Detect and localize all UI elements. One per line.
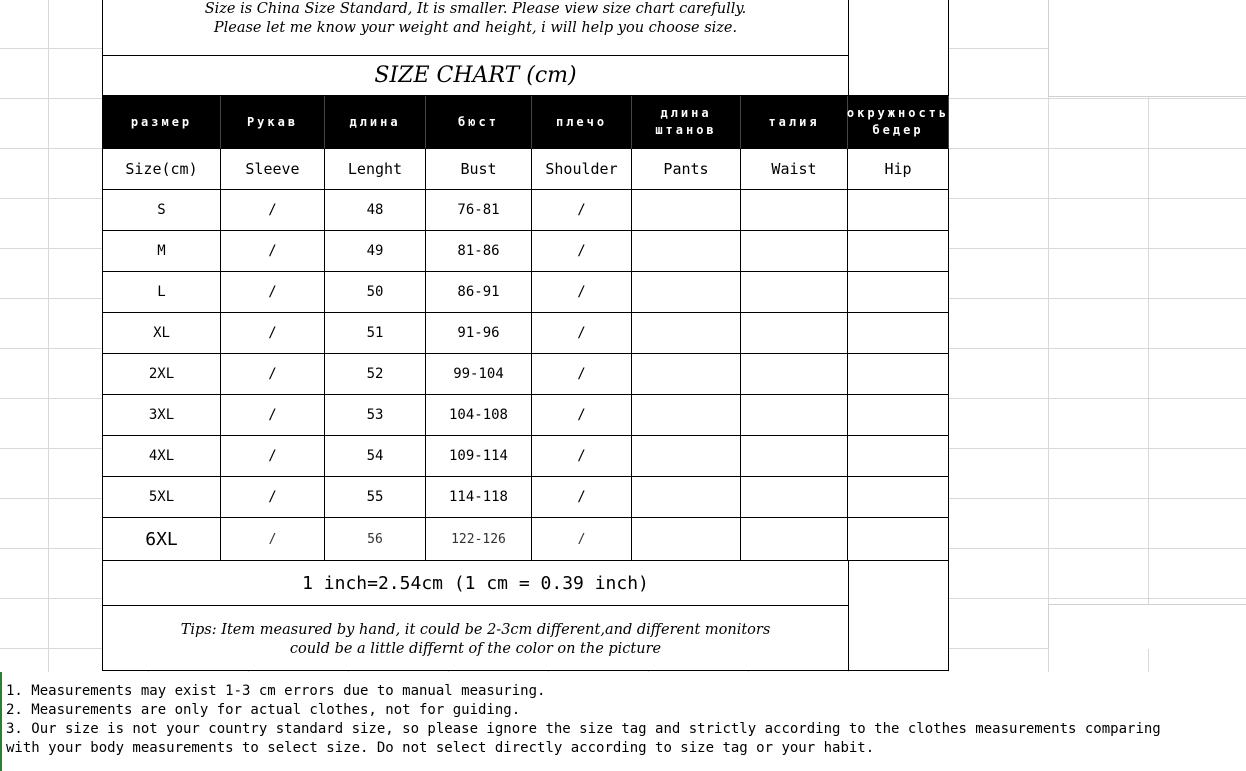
data-cell: /: [532, 190, 632, 231]
data-cell: 91-96: [426, 313, 532, 354]
header-en-cell: Shoulder: [532, 149, 632, 190]
data-cell: /: [221, 313, 325, 354]
data-cell: 52: [325, 354, 426, 395]
data-cell: 53: [325, 395, 426, 436]
note-3: 3. Our size is not your country standard size, so please ignore the size tag and strictly according to the clothes measurements comparing: [6, 721, 1161, 737]
data-cell: /: [221, 354, 325, 395]
data-cell: 54: [325, 436, 426, 477]
size-chart: [102, 0, 949, 671]
data-cell: [848, 272, 949, 313]
data-cell: 76-81: [426, 190, 532, 231]
data-cell: /: [221, 436, 325, 477]
data-cell: [741, 272, 848, 313]
data-cell: /: [532, 272, 632, 313]
size-label-cell: L: [102, 272, 221, 313]
tips-line-2: could be a little differnt of the color on the picture: [289, 641, 662, 657]
intro-line-1: Size is China Size Standard, It is smaller. Please view size chart carefully.: [204, 1, 747, 17]
tips-line-1: Tips: Item measured by hand, it could be 2-3cm different,and different monitors: [180, 622, 771, 638]
data-cell: [848, 190, 949, 231]
header-en-cell: Lenght: [325, 149, 426, 190]
spreadsheet-cell-block: [1048, 0, 1246, 97]
header-ru-cell: Рукав: [221, 96, 325, 149]
data-cell: [848, 354, 949, 395]
data-cell: 49: [325, 231, 426, 272]
notes-section: [0, 672, 1246, 771]
data-cell: 51: [325, 313, 426, 354]
data-cell: [848, 231, 949, 272]
data-cell: [741, 477, 848, 518]
size-label-cell: XL: [102, 313, 221, 354]
data-cell: /: [532, 477, 632, 518]
data-cell: [741, 313, 848, 354]
data-cell: [848, 395, 949, 436]
data-cell: [848, 477, 949, 518]
data-cell: 55: [325, 477, 426, 518]
data-cell: /: [221, 231, 325, 272]
data-cell: [632, 231, 741, 272]
data-cell: 81-86: [426, 231, 532, 272]
data-cell: [741, 518, 848, 561]
data-cell: [632, 395, 741, 436]
data-cell: /: [221, 190, 325, 231]
data-cell: [741, 190, 848, 231]
data-cell: 114-118: [426, 477, 532, 518]
size-label-cell: 3XL: [102, 395, 221, 436]
data-cell: [848, 518, 949, 561]
data-cell: [632, 477, 741, 518]
data-cell: 48: [325, 190, 426, 231]
size-label-cell: 5XL: [102, 477, 221, 518]
intro-line-2: Please let me know your weight and height, i will help you choose size.: [213, 20, 738, 36]
conversion-box: [102, 561, 849, 606]
data-cell: /: [532, 231, 632, 272]
header-ru-cell: длина: [325, 96, 426, 149]
title-side-box: [848, 0, 949, 96]
data-cell: [632, 518, 741, 561]
data-cell: /: [221, 395, 325, 436]
bottom-side-box: [848, 561, 949, 671]
data-cell: [632, 436, 741, 477]
data-cell: /: [532, 518, 632, 561]
header-en-cell: Bust: [426, 149, 532, 190]
data-cell: 99-104: [426, 354, 532, 395]
header-ru-cell: окружность бедер: [848, 96, 949, 149]
data-cell: 56: [325, 518, 426, 561]
header-en-cell: Size(cm): [102, 149, 221, 190]
header-en-cell: Sleeve: [221, 149, 325, 190]
data-cell: [848, 436, 949, 477]
note-3-continued: with your body measurements to select size. Do not select directly according to size tag or your habit.: [6, 740, 875, 756]
size-label-cell: M: [102, 231, 221, 272]
data-cell: /: [221, 477, 325, 518]
chart-title: SIZE CHART (cm): [374, 63, 577, 88]
header-en-cell: Pants: [632, 149, 741, 190]
data-cell: [741, 395, 848, 436]
data-cell: [741, 436, 848, 477]
data-cell: 86-91: [426, 272, 532, 313]
conversion-text: 1 inch=2.54cm (1 cm = 0.39 inch): [302, 572, 649, 594]
spreadsheet-cell-block: [1048, 604, 1246, 649]
size-label-cell: 6XL: [102, 518, 221, 561]
data-cell: 122-126: [426, 518, 532, 561]
note-2: 2. Measurements are only for actual clothes, not for guiding.: [6, 702, 521, 718]
size-label-cell: 4XL: [102, 436, 221, 477]
data-cell: [741, 354, 848, 395]
data-cell: [632, 190, 741, 231]
header-en-cell: Waist: [741, 149, 848, 190]
header-en-cell: Hip: [848, 149, 949, 190]
title-box: [102, 56, 849, 96]
data-cell: /: [532, 436, 632, 477]
note-1: 1. Measurements may exist 1-3 cm errors due to manual measuring.: [6, 683, 546, 699]
header-ru-cell: плечо: [532, 96, 632, 149]
data-cell: /: [532, 354, 632, 395]
data-cell: [632, 272, 741, 313]
header-ru-cell: талия: [741, 96, 848, 149]
data-cell: /: [221, 518, 325, 561]
intro-box: [102, 0, 849, 56]
data-cell: /: [532, 313, 632, 354]
data-cell: [632, 354, 741, 395]
data-cell: /: [532, 395, 632, 436]
data-cell: 50: [325, 272, 426, 313]
header-ru-cell: бюст: [426, 96, 532, 149]
data-cell: /: [221, 272, 325, 313]
size-label-cell: 2XL: [102, 354, 221, 395]
data-cell: 104-108: [426, 395, 532, 436]
header-ru-cell: длина штанов: [632, 96, 741, 149]
data-cell: [632, 313, 741, 354]
header-ru-cell: размер: [102, 96, 221, 149]
tips-box: [102, 605, 849, 671]
data-cell: 109-114: [426, 436, 532, 477]
size-label-cell: S: [102, 190, 221, 231]
data-cell: [741, 231, 848, 272]
data-cell: [848, 313, 949, 354]
